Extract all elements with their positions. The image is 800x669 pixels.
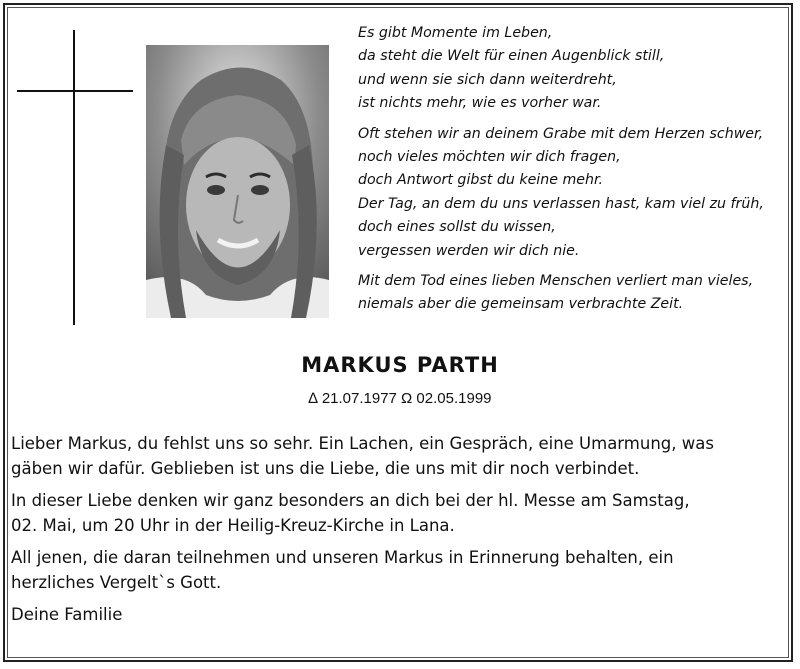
poem-line: doch Antwort gibst du keine mehr.	[358, 172, 604, 189]
poem-line: doch eines sollst du wissen,	[358, 219, 556, 236]
message-paragraph	[11, 432, 791, 481]
message-line: Deine Familie	[11, 605, 123, 624]
portrait-illustration	[146, 45, 329, 318]
life-dates: ∆ 21.07.1977 Ω 02.05.1999	[308, 390, 492, 407]
message-line: In dieser Liebe denken wir ganz besonders an dich bei der hl. Messe am Samstag,	[11, 491, 690, 510]
message-line: All jenen, die daran teilnehmen und unseren Markus in Erinnerung behalten, ein	[11, 548, 674, 567]
poem-stanza	[358, 22, 788, 116]
cross-vertical-bar	[73, 30, 75, 325]
poem-line: Der Tag, an dem du uns verlassen hast, kam viel zu früh,	[358, 195, 764, 212]
poem-line: Mit dem Tod eines lieben Menschen verliert man vieles,	[358, 273, 754, 290]
cross-horizontal-bar	[17, 90, 133, 92]
poem-stanza	[358, 270, 788, 317]
message-line: 02. Mai, um 20 Uhr in der Heilig-Kreuz-Kirche in Lana.	[11, 515, 455, 535]
signature	[11, 603, 791, 628]
poem-line: da steht die Welt für einen Augenblick still,	[358, 48, 665, 65]
poem-line: vergessen werden wir dich nie.	[358, 242, 580, 259]
portrait-photo	[146, 45, 329, 318]
poem-line: Es gibt Momente im Leben,	[358, 25, 553, 41]
message-paragraph	[11, 546, 791, 595]
poem-stanza	[358, 123, 788, 263]
message-line: gäben wir dafür. Geblieben ist uns die Liebe, die uns mit dir noch verbindet.	[11, 458, 640, 478]
message-line: Lieber Markus, du fehlst uns so sehr. Ein Lachen, ein Gespräch, eine Umarmung, was	[11, 434, 714, 453]
message-line: herzliches Vergelt`s Gott.	[11, 572, 222, 592]
poem-line: ist nichts mehr, wie es vorher war.	[358, 95, 602, 112]
deceased-name: MARKUS PARTH	[301, 353, 499, 377]
poem-line: noch vieles möchten wir dich fragen,	[358, 149, 621, 166]
poem-line: niemals aber die gemeinsam verbrachte Zeit.	[358, 296, 684, 313]
message-paragraph	[11, 489, 791, 538]
poem-line: und wenn sie sich dann weiterdreht,	[358, 71, 617, 88]
poem-line: Oft stehen wir an deinem Grabe mit dem Herzen schwer,	[358, 125, 764, 142]
poem	[358, 22, 788, 324]
message-body	[11, 432, 791, 636]
